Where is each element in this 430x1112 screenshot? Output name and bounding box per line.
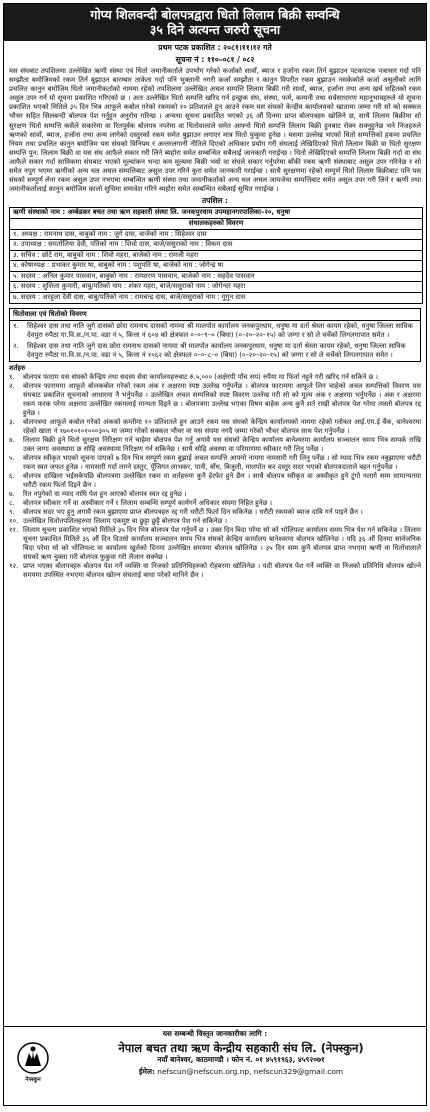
list-item: [9, 436, 421, 454]
tapashil-heading: तपशिल :: [202, 196, 228, 206]
publish-date: प्रथम पटक प्रकाशित : २०८१।११।१२ गते: [158, 43, 272, 52]
org-name: नेपाल बचत तथा ऋण केन्द्रीय सहकारी संघ लि. (नेफ्स्कुन): [118, 1041, 364, 1055]
hands-logo-icon: [16, 1041, 50, 1075]
footer: [4, 1026, 426, 1105]
table-row: [10, 282, 423, 293]
term-text: बोलपत्र दाखिला भईसकेपछि बोलपत्रमा उल्लेखित रकम वा शर्तहरुमा कुनै हेरफेर हुने छैन । साथै बोलपत्र स्वीकृत वा अस्वीकृत हुने टुंगो नलागे सम्म सामान्यतया धरौटी रकम फिर्ता दिइने छैन ।: [23, 471, 421, 489]
logo-label: नेफ्स्कुन: [25, 1077, 41, 1083]
notice-subtitle: ३५ दिने अत्यन्त जरुरी सूचना: [149, 22, 281, 37]
member-cell: १. अध्यक्ष : रामनाथ दास, बाबुको नाम : जुगे दास, बाजेको नाम : सिहेश्वर दास: [10, 229, 423, 240]
item-number: २.: [9, 381, 15, 390]
list-item: [9, 517, 421, 526]
list-item: [9, 499, 421, 508]
term-text: रित नपुगेको वा म्याद नाघि पेश हुन आएको बोलपत्र स्वत रद्द हुनेछ ।: [23, 489, 187, 498]
list-item: [9, 418, 421, 436]
terms-heading: शर्तहरु: [9, 363, 26, 372]
member-cell: ६. सदस्य : शुशिला कुमारी, बाबु/पतिको नाम : शंकर महरा, बाजे/ससुराको नाम : जोगेन्दर महरा: [10, 282, 423, 293]
member-cell: ३. सचिव : छोटे राम, बाबुको नाम : शिवो महरा, बाजेको नाम : रामजी महरा: [10, 250, 423, 261]
table-row: [10, 271, 423, 282]
list-item: [9, 526, 421, 562]
item-number: १२.: [9, 561, 19, 570]
term-text: उल्लेखित धितोतपशिलहरुमा लिलाम एकमुष्ट वा छुट्टा छुट्टै बोलपत्र पेश गर्न सकिनेछ ।: [23, 516, 228, 525]
term-text: बोलपत्र स्वीकार गर्ने वा अस्वीकार गर्ने र लिलाम सम्बन्धि सम्पूर्ण कार्यगर्ने अधिकार संघमा निहित हुनेछ ।: [23, 498, 273, 507]
list-item: [9, 562, 421, 580]
term-text: बोलपत्र सदर भए हुनु अगावै रकम बुझाएमा प्राप्त बोलपत्रहरु रद्द गरी धरौटी फिर्ता दिन सकिनेछ । धरौटी रकमको ब्याज दाबि गर्न पाइने छैन ।: [23, 507, 363, 516]
nefscun-logo: [10, 1041, 56, 1085]
member-cell: ५. सदस्य : अनिल कुमार पासवान, बाबुको नाम : रामशरण पासवान, बाजेको नाम : सहदेव पासवान: [10, 271, 423, 282]
list-item: [9, 490, 421, 499]
borrower-label: ऋणी संस्थाको नाम :: [13, 208, 66, 217]
item-number: ५.: [9, 453, 15, 462]
member-cell: ४. कोषाध्यक्ष : प्रभाकर कुमार षा, बाबुको नाम : पशुपति षा, बाजेको नाम : जोगेन्द्र षा: [10, 261, 423, 272]
org-address: नयाँ बानेश्वर, काठमाण्डौ । फोन नं. ०१ ४५९१९६३, ४५९२०७१: [157, 1055, 325, 1064]
collateral-text: सिहेश्वर दास तथा नाति जुगे दासको छोरा रामनाथ दासको नाममा श्री मालपोत कार्यालय जनकपुरधाम, धनुषा मा दर्ता श्रेस्ता कायम रहेको, धनुषा जिल्ला साविक देवपुरा रुपैठा गा.वि.स./न.पा. वडा नं ५, कित्ता नं ६०४ को क्षेत्रफल ०–०–९–० (बिघा) (०–२०–२०–१५) को जग्गा र सो ले चर्चेको लिगलगापात समेत ।: [27, 321, 413, 339]
footer-row: [4, 1041, 426, 1085]
item-number: १.: [13, 321, 19, 330]
term-text: बोलपत्र फाराममा आफूले बोलकबोल गरेको रकम अंक र अक्षरमा स्पष्ट उल्लेख गर्नुपर्नेछ । बोलपत्र फाराममा आफूले लिन चाहेको अचल सम्पत्तिको विवरण यस संघबाट प्रकाशित सूचनाको आधारमा नै भर्नुपर्नेछ । उल्लेखित अचल सम्पत्तिको स्पष्ट विवरण उल्लेख गरी सो को मूल्य अंक र अक्षरमा भर्नुपर्नेछ । अंक र अक्षरमा रकम फरक परेमा अक्षरमा उल्लेखित रकमलाई मान्यता दिइने छ । बोलपत्रमा उल्लेख भएका विषय बाहेक अन्य कुनै शर्त राखी बोलपत्र पेश गरेमा त्यस्तो बोलपत्र रद्द हुनेछ ।: [23, 381, 421, 417]
contact-heading: यस सम्बन्धी विस्तृत जानकारीका लागि :: [162, 1029, 268, 1038]
table-row: [10, 293, 423, 304]
notice-number: सूचना नं : ११०–०८१ / ०८२: [175, 55, 255, 64]
item-number: १.: [9, 372, 15, 381]
member-cell: २. उपाध्यक्ष : समतोलिया देवी, पतिको नाम : शिवो दास, बाजे/ससुराको नाम : विकम दास: [10, 240, 423, 251]
item-number: १०.: [9, 516, 19, 525]
list-item: [9, 508, 421, 517]
intro-paragraph: यस संघबाट तपशिलमा उल्लेखित ऋणी संस्था एवं धितो जमानीकर्ताले उपभोग गरेको कर्जाको सावाँ, ब्याज र हर्जाना रकम तिर्न बुझाउन पटकपटक पत्राचार गर्दा पनि सम्झौता बमोजिमको रकम तिर्न बुझाउन बारम्बार ताकेता गर्दा पनि भुक्तानी नगरी कर्जा सम्झौता र कानुन विपरीत रकम बुझाउन नसकेकोले कर्जा असुलीको लागि प्रचलित कानुन बमोजिम धितो जमानीकर्ताको नाममा रहेको तपशिलमा उल्लेखित अचल सम्पत्ति लिलाम बिक्री गरी सावाँ, ब्याज, हर्जाना तथा अन्य खर्च सहितको रकम असुल उपर गर्न यो सूचना प्रकाशित गरिएको छ । अतः उल्लेखित धितो सम्पत्ति खरिद गर्न इच्छुक संघ, संस्था, फर्म, कम्पनी तथा सर्वसाधारण महानुभावहरुले यो सूचना प्रकाशित भएको मितिले ३५ दिन भित्र आफूले कबोल गरेको रकमको १० प्रतिशतले हुन आउने रकम यस संघको केन्द्रीय कार्यालयको खातामा जम्मा गरी सो को सक्कल भौचर सहित सिलबन्दी बोलपत्र पेश गर्नुहुन अनुरोध गरिन्छ । अन्यथा सूचना प्रकाशित भएको ३६ औं दिनमा प्राप्त बोलपत्रहरु खोलिने छ, साथै लिलाम बिक्रीमा सो सुरक्षण धितो सम्पत्ति कसैले सकारेमा वा रितपूर्वक बोलपत्र नपरेमा वा धितोवालाले समेत आफ्नो धितो सम्पत्ति लिलाम बिक्री हुनबाट रोक्न सक्नुहुनेछ भने निजहरुले ऋणको सावाँ, ब्याज, हर्जाना तथा अन्य लागेको दस्तुरको रकम समेत बुझाउन लगाएर मात्र धितो फुकुवा हुनेछ । यसमा उल्लेख भएको धितो सम्पत्तिको हकमा प्रचलित नियम तथा प्रचलित कानुन बमोजिम यस संघको विनियम र अन्तरलगानी नीतिले दिएको अधिकार प्रयोग गरी संघलाई लेखिदिएको धितो लिलाम बिक्री वा धितो सुरक्षण सम्पत्ति पुन: लिलाम बिक्री वा यस संघ आफैले सकार गरी लिने ब्यहोरा समेत सम्बन्धित सबैलाई जानकारी गराईन्छ । धितो लेखिदिएको सम्पत्ति लिलाम बिक्री गर्दा वा संघ आफैले सकार गर्दा साविकमा संघबाट भएको मूल्यांकन भन्दा कम मूल्यमा बिक्री भयो वा संघले सकार गर्नुपरेमा बाँकी रकम ऋणी संस्थाबाट असुल उपर गरिनेछ र सो समेत नपुग भएमा ऋणीको अन्य चल अचल सम्पत्तिबाट असुल उपर गरिने कुरा समेत जानकारी गराईन्छ । साथै सुरक्षणमा रहेको सम्पूर्ण धितो लिलाम बिक्रीबाट पनि यस संघको सम्पूर्ण लेना रकम असुल उपर नभएमा सम्बन्धित ऋणी संस्था तथा जमानीकर्ताको अन्य चल अचल जायजेथा सम्पत्तिबाट समेत असुल उपर गरी लिने र ऋणी तथा जमानीकर्तालाई कानुन बमोजिम कालो सुचिमा समावेश गरिने ब्यहोरा समेत सम्बन्धित सबैलाई सुचित गराईन्छ ।: [9, 67, 421, 194]
notice-page: [3, 3, 427, 1106]
terms-section: [4, 362, 426, 580]
table-row: [10, 250, 423, 261]
collateral-box: [9, 308, 421, 362]
list-item: [10, 341, 420, 361]
collateral-text: सिहेश्वर दास तथा नाति जुगे दास छोरा रामनाथ दासको नाममा श्री मालपोत कार्यालय जनकपुरधाम, धनुषा मा दर्ता श्रेस्ता कायम रहेको, धनुषा जिल्ला साविक देवपुरा रुपैठा गा.वि.स./न.पा. वडा नं ५, कित्ता नं १०६२ को क्षेत्रफल ०–०–८–० (बिघा) (०–२०–२०–१५) को जग्गा र सो ले चर्चेको लिगलगापात समेत ।: [27, 341, 406, 359]
borrower-table: [9, 207, 423, 303]
borrower-row: [10, 208, 423, 219]
item-number: ९.: [9, 507, 15, 516]
member-cell: ७. सदस्य : अरहुला देवी दास, बाबु/पतिको नाम : रामचन्द्र दास, बाजे/ससुराको नाम : गुगुन दास: [10, 293, 423, 304]
committee-heading: संचालकहरुको विवरण: [10, 218, 423, 229]
committee-heading-row: [10, 218, 423, 229]
item-number: ४.: [9, 435, 15, 444]
term-text: प्राप्त भएका बोलपत्रहरु बोलपत्र पेश गर्ने व्यक्ति वा निजको प्रतिनिधिहरुको रोहबरमा खोलिनेछ । यदी बोलपत्र पेश गर्ने व्यक्ति वा निजको प्रतिनिधि बोलपत्र खोल्ने समयमा उपस्थित नभएमा बोलपत्र खोल्न संघलाई बाधा परेको मानिने छैन ।: [23, 561, 421, 579]
list-item: [10, 321, 420, 341]
collateral-heading: धितोवाला एवं धितोको विवरण: [10, 309, 420, 321]
table-row: [10, 240, 423, 251]
list-item: [9, 373, 421, 382]
org-email: [56, 1067, 426, 1077]
term-text: लिलाम सूचना प्रकाशित भएको मितिले ३५ दिन भित्र बोलपत्र पेश गर्नुपर्ने छ । उक्त दिन बिदा परेमा सो को भोलिपल्ट कार्यालय समय भित्र पेश गर्न सकिनेछ । लिलाम सूचना प्रकाशित मितिले ३६ औं दिन दिउसो कार्यालय सञ्चालन समय भित्र संघको केन्द्रिय कार्यालय बानेश्वरमा बोलपत्र खोलिनेछ । यदि ३६ औं दिनमा सार्वजनिक बिदा परेमा सो को भोलिपल्ट वा कार्यालय खुलेको दिनमा उल्लेखित समयमा बोलपत्र खोलिनेछ । ३५ दिन सम्म कुनै बोलपत्र प्राप्त नभएमा ऋणी वा धितोवालाले संघको ऋण चुक्ता गरी बोलपत्र फुकुवा गरी लैजान सक्नेछ ।: [23, 525, 421, 561]
borrower-cell: [10, 208, 423, 219]
item-number: ११.: [9, 525, 19, 534]
list-item: [9, 454, 421, 472]
item-number: २.: [13, 341, 19, 350]
term-text: लिलाम बिक्री हुने धितो सुरक्षण निरिक्षण गर्न चाहेमा बोलपत्र पेश गर्नु अगावै यस संघको केन्द्रिय कार्यालय बानेश्वरमा कार्यालय सञ्चालन समय भित्र सम्पर्क राखि उक्त जग्गा अवस्थामा छ सोहि अवस्थामा निरिक्षण गर्न सकिनेछ । साथै सोहि अवस्था वा परिमाणमा स्वीकार गरी लिनु पर्नेछ ।: [23, 435, 421, 453]
item-number: ३.: [9, 417, 15, 426]
item-number: ७.: [9, 489, 15, 498]
term-text: बोलपत्र फाराम यस संघको केन्द्रिय तथा सदस्य सेवा कार्यालयहरुबाट रु.५,००० (अक्षेरपी पाँच सय) रुपैया मा फिर्ता नहुने गरी खरिद गर्न सकिने छ ।: [23, 372, 379, 381]
org-info: [56, 1041, 426, 1085]
table-row: [10, 229, 423, 240]
item-number: ६.: [9, 471, 15, 480]
notice-title: गोप्य शिलवन्दी बोलपत्रद्वारा धितो लिलाम बिक्री सम्वन्धि: [90, 7, 340, 22]
term-text: बोलपत्रमा आफूले कबोल गरेको अंकको कम्तीमा १० प्रतिशतले हुन आउने रकम यस संघको केन्द्रिय कार्यालयको नाममा रहेको ग्लोबल आई.एम.ई बैंक, बानेश्वरमा रहेको खाता नं १७०१०१०१०००३०५ मा जम्मा गरेको सक्कल भौचर वा यस संघमा नगदै जम्मा गरेको भौचर बोलपत्र साथ पेश गर्नुपर्नेछ ।: [23, 417, 421, 435]
item-number: ८.: [9, 498, 15, 507]
email-label: ईमेल:: [138, 1067, 155, 1076]
title-bar: [4, 4, 426, 41]
email-link[interactable]: nefscun@nefscun.org.np, nefscun329@gmail.com: [157, 1067, 344, 1076]
borrower-name: अम्बेडकर बचत तथा ऋण सहकारी संस्था लि. जनकपुरधाम उपमहानगरपालिका–२०, धनुषा: [67, 208, 291, 217]
term-text: बोलपत्र स्वीकृत भएको सूचना पाएको ७ दिन भित्र सम्पूर्ण रकम बुझाई अचल सम्पत्ति आफ्नो नाममा नामसारी गरी लिनु पर्नेछ । सो म्याद भित्र रकम नबुझाएमा धरौटी रकम स्वत जफत हुनेछ । नामसारी गर्दा लाग्ने दस्तुर, पूँजिगत लाभकर, पानी, बाँध, बिजुली, मालपोत कर दस्तुर सदर भएको बोलपत्रदाताले बहन गर्नुपर्नेछ ।: [23, 453, 421, 471]
list-item: [9, 472, 421, 490]
table-row: [10, 261, 423, 272]
list-item: [9, 382, 421, 418]
